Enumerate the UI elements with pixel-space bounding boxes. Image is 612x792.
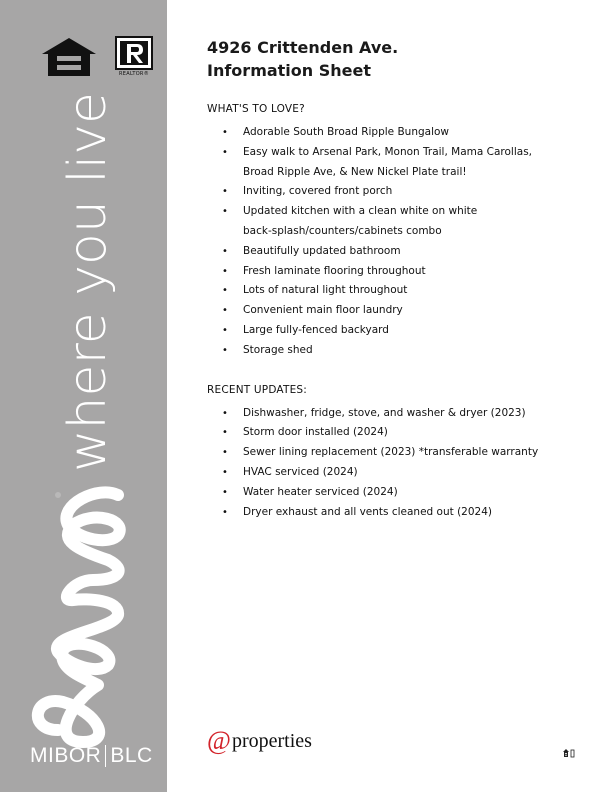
list-item: • Updated kitchen with a clean white on white xyxy=(222,205,478,218)
list-item: • Inviting, covered front porch xyxy=(222,185,393,198)
equal-housing-small-icon xyxy=(563,749,575,758)
logo-at-symbol: @ xyxy=(207,726,231,755)
list-item-continuation: Broad Ripple Ave, & New Nickel Plate trail! xyxy=(243,165,467,178)
list-item: • Storm door installed (2024) xyxy=(222,426,388,439)
page-title xyxy=(207,36,587,82)
equal-housing-opportunity-icon xyxy=(40,36,98,78)
list-item: • HVAC serviced (2024) xyxy=(222,465,358,478)
list-item: • Dryer exhaust and all vents cleaned out (2024) xyxy=(222,505,492,518)
love-list xyxy=(207,123,587,361)
list-item: • Convenient main floor laundry xyxy=(222,304,403,317)
love-script-logo xyxy=(18,480,168,750)
list-item: • Dishwasher, fridge, stove, and washer & dryer (2023) xyxy=(222,406,526,419)
title-address: 4926 Crittenden Ave. xyxy=(207,38,399,57)
brand-blc: BLC xyxy=(110,744,153,767)
list-item: • Fresh laminate flooring throughout xyxy=(222,264,426,277)
tagline-text: where you live xyxy=(58,92,118,472)
list-item: • Adorable South Broad Ripple Bungalow xyxy=(222,126,450,138)
list-item: • Water heater serviced (2024) xyxy=(222,485,398,498)
list-item: • Lots of natural light throughout xyxy=(222,284,408,297)
list-item: • Easy walk to Arsenal Park, Monon Trail, Mama Carollas, xyxy=(222,145,533,158)
at-properties-logo xyxy=(207,728,312,754)
updates-list xyxy=(207,404,587,523)
realtor-label: REALTOR® xyxy=(118,71,149,77)
logo-wordmark: properties xyxy=(231,730,312,752)
list-item: • Storage shed xyxy=(222,343,313,356)
list-item-continuation: back-splash/counters/cabinets combo xyxy=(243,224,442,237)
brand-mibor: MIBOR xyxy=(30,744,102,767)
list-item: • Beautifully updated bathroom xyxy=(222,244,401,257)
list-item: • Large fully-fenced backyard xyxy=(222,323,389,336)
list-item: • Sewer lining replacement (2023) *transferable warranty xyxy=(222,446,539,459)
mibor-blc-logo xyxy=(30,744,153,768)
info-sheet-content xyxy=(207,36,587,522)
section-heading-updates: RECENT UPDATES: xyxy=(207,383,308,396)
brand-divider xyxy=(105,745,106,767)
title-subtitle: Information Sheet xyxy=(207,61,372,80)
section-heading-love: WHAT'S TO LOVE? xyxy=(207,103,305,115)
sidebar-panel xyxy=(0,0,167,792)
